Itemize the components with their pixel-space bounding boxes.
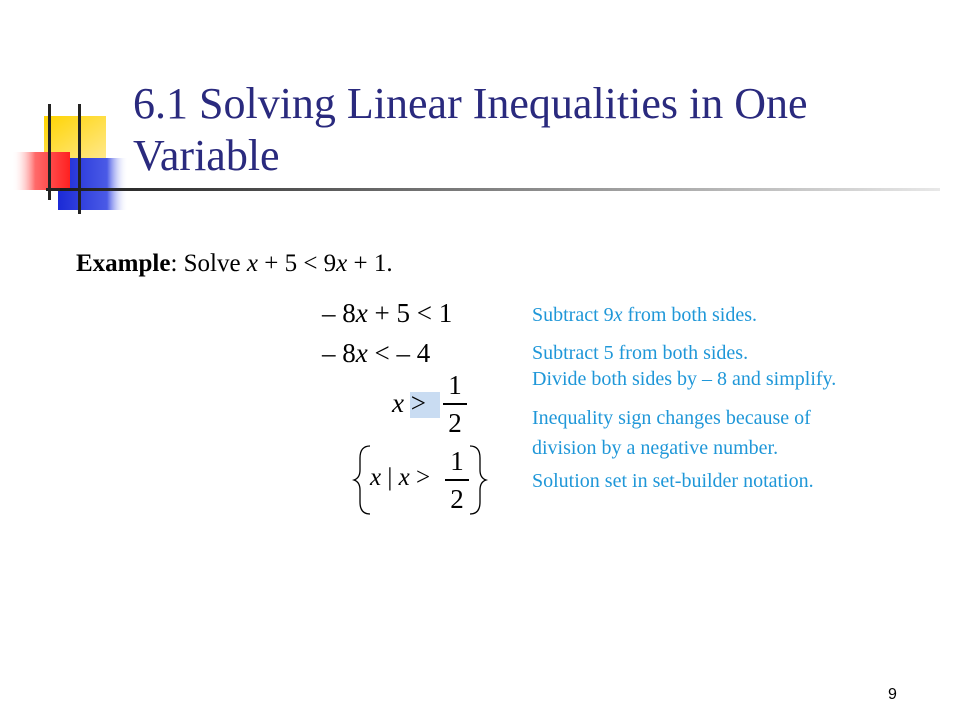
set-builder-fraction — [445, 446, 469, 514]
example-line — [76, 250, 393, 278]
slide-title: 6.1 Solving Linear Inequalities in One Variable — [133, 79, 808, 180]
red-block — [12, 152, 70, 190]
step-2-note: Subtract 5 from both sides. — [532, 342, 749, 364]
left-brace-icon — [354, 446, 370, 514]
step-4-note: Solution set in set-builder notation. — [532, 470, 814, 492]
example-label: Example — [76, 250, 171, 277]
example-prefix: : Solve — [170, 250, 247, 277]
right-brace-icon — [470, 446, 486, 514]
set-builder-expression: x | x > — [370, 464, 431, 491]
step-3-note-line-2: Inequality sign changes because of — [532, 407, 811, 429]
fraction-bar — [443, 403, 467, 405]
corner-decoration — [0, 0, 140, 230]
set-fraction-denominator: 2 — [450, 484, 464, 514]
set-fraction-numerator: 1 — [450, 446, 464, 476]
example-problem: x + 5 < 9x + 1. — [246, 250, 393, 277]
step-3-note-line-3: division by a negative number. — [532, 437, 779, 459]
step-3-expression: x > — [392, 388, 426, 418]
step-3-fraction — [443, 370, 467, 438]
fraction-denominator: 2 — [448, 408, 462, 438]
step-1-expression: – 8x + 5 < 1 — [322, 298, 453, 328]
page-number: 9 — [888, 686, 897, 703]
set-fraction-bar — [445, 479, 469, 481]
step-3-note-line-1: Divide both sides by – 8 and simplify. — [532, 368, 837, 390]
yellow-block — [44, 116, 106, 158]
step-1-note: Subtract 9x from both sides. — [532, 304, 757, 326]
step-2-expression: – 8x < – 4 — [322, 338, 431, 368]
title-divider — [60, 188, 940, 191]
fraction-numerator: 1 — [448, 370, 462, 400]
